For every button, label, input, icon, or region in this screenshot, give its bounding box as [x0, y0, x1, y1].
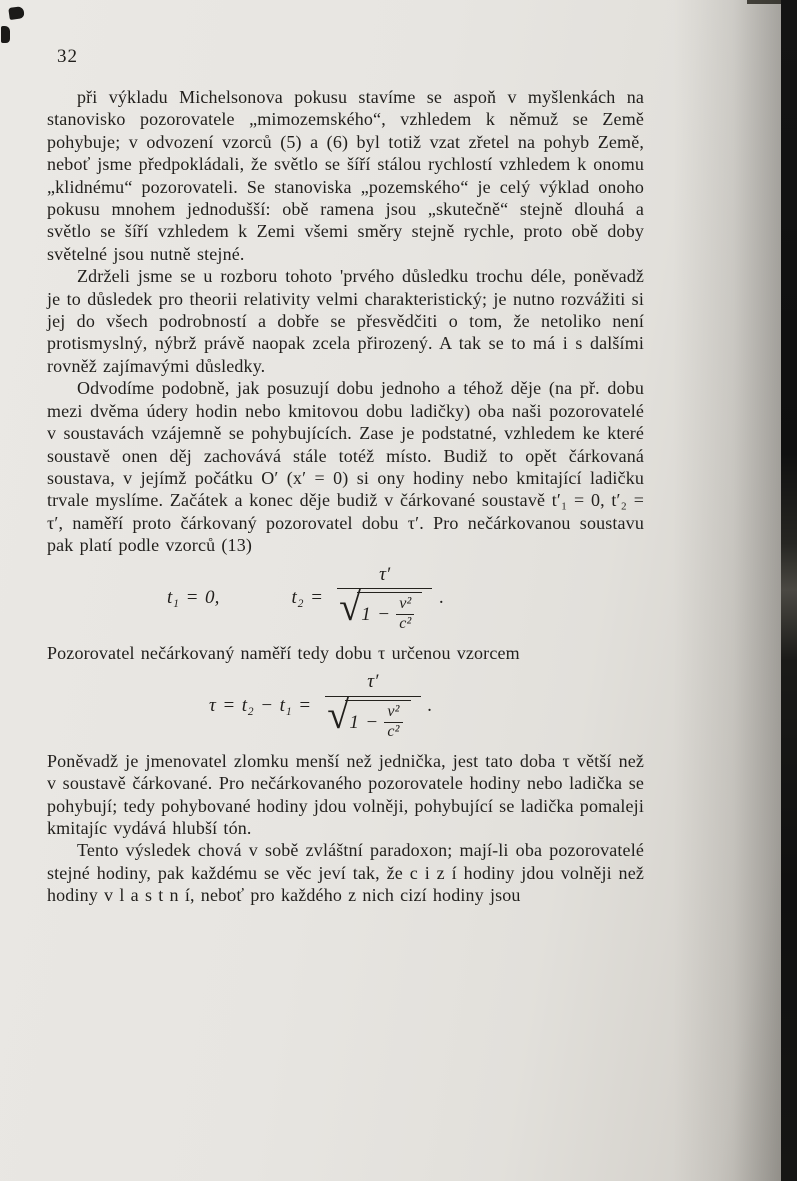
inner-fraction	[384, 704, 402, 741]
formula-period: .	[427, 695, 433, 717]
page-curve-shadow	[673, 0, 783, 1181]
paragraph: Tento výsledek chová v sobě zvláštní paradoxon; mají-li oba pozorovatelé stejné hodiny, pak každému se věc jeví tak, že c i z í hodiny jdou volněji než hodiny v l a s t n í, neboť pro každého z nich cizí hodiny jsou	[47, 840, 644, 906]
page-number: 32	[57, 46, 78, 67]
paragraph: Odvodíme podobně, jak posuzují dobu jednoho a téhož děje (na př. dobu mezi dvěma údery hodin nebo kmitovou dobu ladičky) oba naši pozorovatelé v soustavách vzájemně se pohybujících. Zase je podstatné, vzhledem ke které soustavě onen děj zachovává stále totéž místo. Budiž to opět čárkovaná soustava, v jejímž počátku O′ (x′ = 0) si ony hodiny nebo kmitající ladičku trvale myslíme. Začátek a konec děje budiž v čárkované soustavě t′₁ = 0, t′₂ = τ′, naměří proto čárkovaný pozorovatel dobu τ′. Pro nečárkovanou soustavu pak platí podle vzorců (13)	[47, 378, 644, 556]
fraction-denominator	[325, 692, 420, 741]
book-edge	[781, 0, 797, 1181]
radicand-prefix: 1 −	[349, 711, 379, 733]
fraction	[337, 564, 432, 633]
radicand	[357, 592, 422, 633]
scan-artifact	[1, 26, 10, 43]
formula-1-lhs: t₁ = 0,	[167, 587, 220, 609]
inner-fraction-denominator: c²	[384, 722, 402, 741]
fraction-numerator: τ′	[367, 671, 379, 693]
inner-fraction	[396, 596, 414, 633]
radicand	[345, 700, 410, 741]
radicand-prefix: 1 −	[361, 603, 391, 625]
fraction-numerator: τ′	[379, 563, 391, 585]
fraction	[325, 671, 420, 740]
square-root-sign: √	[327, 692, 350, 738]
formula-2	[47, 671, 644, 740]
formula-1-lhs2: t₂ =	[291, 587, 324, 609]
paragraph: při výkladu Michelsonova pokusu stavíme se aspoň v myšlenkách na stanovisko pozorovatele „mimozemského“, vzhledem k němuž se Země pohybuje; v odvození vzorců (5) a (6) byl totiž vzat zřetel na pohyb Země, neboť jsme předpokládali, že světlo se šíří stálou rychlostí vzhledem k onomu „klidnému“ pozorovateli. Se stanoviska „pozemského“ je celý výklad onoho pokusu mnohem jednodušší: obě ramena jsou „skutečně“ stejně dlouhá a světlo se šíří vzhledem k Zemi všemi směry stejně rychle, proto obě doby světelné jsou nutně stejné.	[47, 87, 644, 264]
inner-fraction-numerator: v²	[399, 595, 412, 613]
paragraph: Poněvadž je jmenovatel zlomku menší než jednička, jest tato doba τ větší než v soustavě čárkované. Pro nečárkovaného pozorovatele hodiny nebo ladička se pohybují; tedy pohybované hodiny jdou volněji, pohybující se ladička pomaleji kmitajíc vydává hlubší tón.	[47, 750, 644, 839]
square-root-sign: √	[339, 584, 362, 630]
text-block	[47, 86, 644, 907]
formula-1	[47, 564, 644, 633]
fraction-denominator	[337, 584, 432, 633]
inner-fraction-numerator: v²	[387, 703, 400, 721]
inner-fraction-denominator: c²	[396, 614, 414, 633]
paragraph: Pozorovatel nečárkovaný naměří tedy dobu τ určenou vzorcem	[47, 642, 520, 663]
paragraph: Zdrželi jsme se u rozboru tohoto 'prvého důsledku trochu déle, poněvadž je to důsledek pro theorii relativity velmi charakteristický; je nutno rozvážiti si jej do všech podrobností a dobře se přesvědčiti o tom, že netoliko není protismyslný, nýbrž právě naopak zcela přirozený. A tak se to má i s dalšími rovněž zajímavými důsledky.	[47, 266, 644, 376]
formula-period: .	[439, 587, 445, 609]
scan-artifact	[8, 6, 25, 20]
formula-2-lhs: τ = t₂ − t₁ =	[209, 695, 312, 717]
